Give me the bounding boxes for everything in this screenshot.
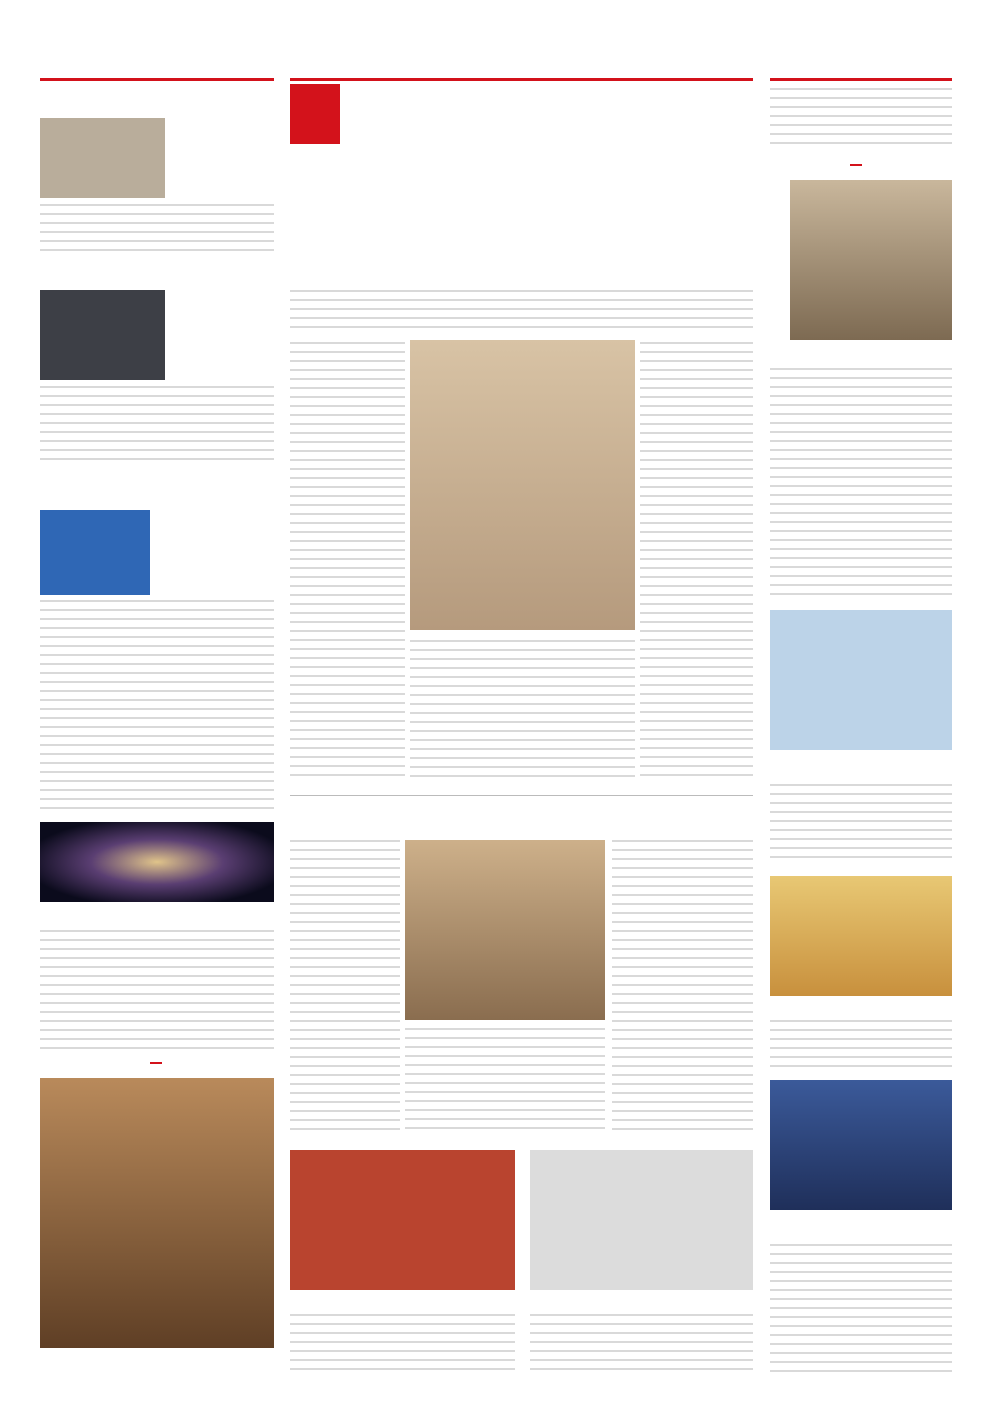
left-story2-text [40, 386, 274, 466]
main-col-left [290, 342, 405, 782]
bottom-right-photo [530, 1150, 753, 1290]
left-story3-photo [40, 510, 150, 595]
ai-col-right [612, 840, 753, 1130]
left-tag [150, 1062, 162, 1064]
main-col-under-photo [410, 640, 635, 782]
ai-col-left [290, 840, 400, 1130]
sky-photo [770, 876, 952, 996]
left-rock-photo [40, 1078, 274, 1348]
section-title [470, 86, 550, 126]
left-top-rule [40, 78, 274, 81]
left-story1-text [40, 204, 274, 254]
right-intro [770, 88, 952, 148]
social-photo [770, 610, 952, 750]
top-rule [290, 78, 753, 81]
main-col-right [640, 342, 753, 782]
page-number [340, 88, 370, 138]
bottom-left-text [290, 1314, 515, 1374]
bottom-left-photo [290, 1150, 515, 1290]
left-story4-photo [40, 822, 274, 902]
ai-rule [290, 795, 753, 796]
social-text [770, 784, 952, 864]
left-story2-photo [40, 290, 165, 380]
left-story4-text [40, 930, 274, 1050]
trump-text [770, 1244, 952, 1374]
right-top-rule [770, 78, 952, 81]
left-story1-photo [40, 118, 165, 198]
portrait-photo [790, 180, 952, 340]
main-photo [410, 340, 635, 630]
ai-col-bottom [405, 1028, 605, 1130]
main-lead [290, 290, 753, 330]
sky-text [770, 1020, 952, 1070]
left-story3-text [40, 600, 274, 810]
right-tag [850, 164, 862, 166]
trump-photo [770, 1080, 952, 1210]
masthead-logo [290, 84, 340, 144]
ai-photo [405, 840, 605, 1020]
bottom-right-text [530, 1314, 753, 1374]
bio-text [770, 368, 952, 598]
